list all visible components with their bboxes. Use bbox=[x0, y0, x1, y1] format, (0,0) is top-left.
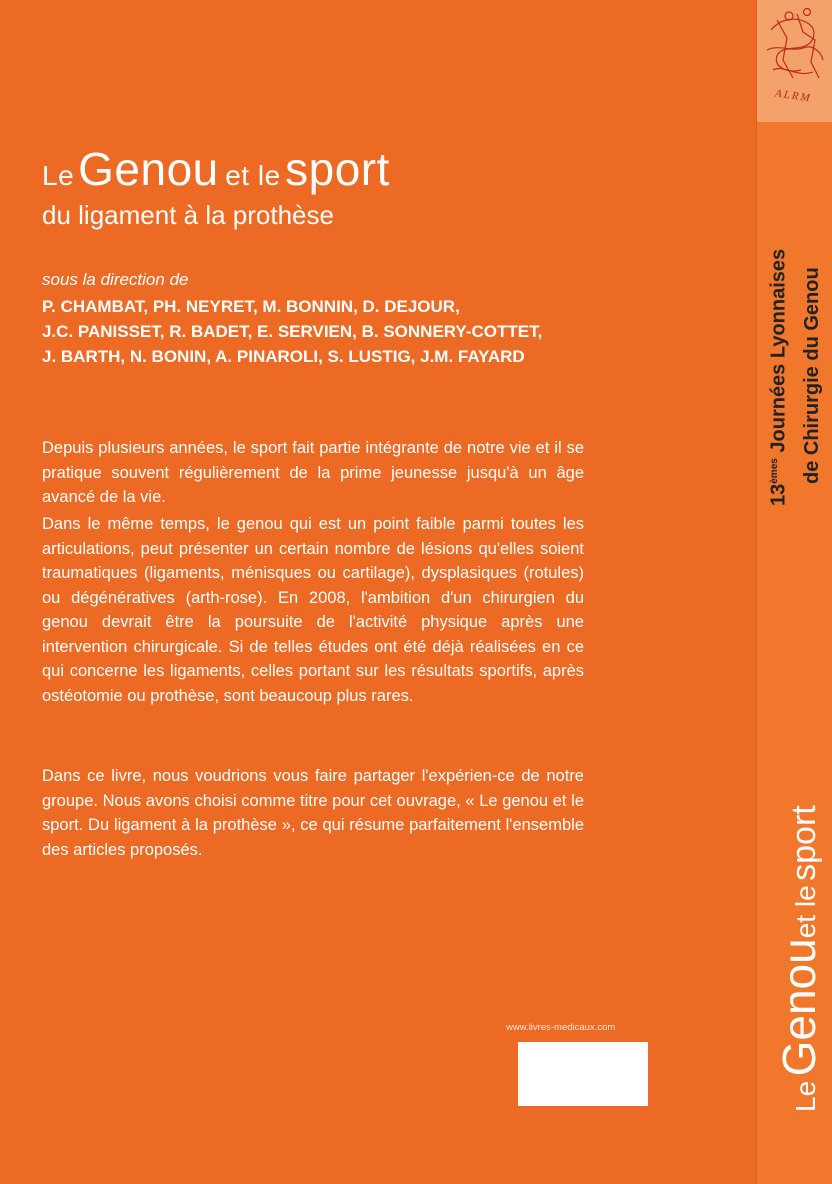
paragraph-livre: Dans ce livre, nous voudrions vous faire partager l'expérien-ce de notre groupe. Nous avons choisi comme titre pour cet ouvrage, « Le genou et le sport. Du ligament à la prothèse », ce qui résume parfaitement l'ensemble des articles proposés. bbox=[42, 767, 584, 859]
website-link[interactable]: www.livres-medicaux.com bbox=[506, 1022, 616, 1033]
barcode-area bbox=[518, 1042, 648, 1106]
authors-line: P. CHAMBAT, PH. NEYRET, M. BONNIN, D. DEJOUR, bbox=[42, 297, 460, 316]
spine-event-line1 bbox=[758, 126, 796, 506]
book-subtitle: du ligament à la prothèse bbox=[42, 200, 334, 230]
authors-line: J. BARTH, N. BONIN, A. PINAROLI, S. LUSTIG, J.M. FAYARD bbox=[42, 347, 525, 366]
title-genou: Genou bbox=[78, 143, 219, 195]
spine-book-title bbox=[772, 805, 826, 1112]
runner-sketch-icon bbox=[757, 0, 832, 122]
spine-title-et-le: et le bbox=[790, 885, 821, 939]
authors-line: J.C. PANISSET, R. BADET, E. SERVIEN, B. SONNERY-COTTET, bbox=[42, 322, 543, 341]
title-et-le: et le bbox=[225, 160, 281, 191]
paragraph-genou: Dans le même temps, le genou qui est un point faible parmi toutes les articulations, peut présenter un certain nombre de lésions qu'elles soient traumatiques (ligaments, ménisques ou cartilage), dysplasiques (rotules) ou dégénératives (arth-rose). En 2008, l'ambition d'un chirurgien du genou devrait être la poursuite de l'activité physique après une intervention chirurgicale. Si de telles études ont été déjà réalisées en ce qui concerne les ligaments, celles portant sur les résultats sportifs, après ostéotomie ou prothèse, sont beaucoup plus rares. bbox=[42, 515, 584, 705]
alrm-logo-text: ALRM bbox=[774, 87, 813, 105]
spine-title-sport: sport bbox=[785, 805, 823, 881]
spine-event-title bbox=[758, 126, 829, 506]
event-suffix: èmes bbox=[769, 458, 780, 484]
spine-title-genou: Genou bbox=[773, 938, 825, 1077]
event-name: Journées Lyonnaises bbox=[767, 248, 790, 459]
authors-list bbox=[42, 294, 602, 369]
book-title bbox=[42, 142, 390, 196]
event-number: 13 bbox=[767, 483, 790, 506]
spine-event-line2: de Chirurgie du Genou bbox=[800, 267, 823, 484]
title-sport: sport bbox=[285, 143, 390, 195]
spine-title-le: Le bbox=[790, 1080, 821, 1112]
paragraph-intro: Depuis plusieurs années, le sport fait partie intégrante de notre vie et il se pratique souvent régulièrement de la prime jeunesse jusqu'à un âge avancé de la vie. bbox=[42, 439, 584, 506]
title-le: Le bbox=[42, 160, 75, 191]
direction-intro: sous la direction de bbox=[42, 270, 189, 289]
alrm-logo bbox=[757, 0, 832, 122]
